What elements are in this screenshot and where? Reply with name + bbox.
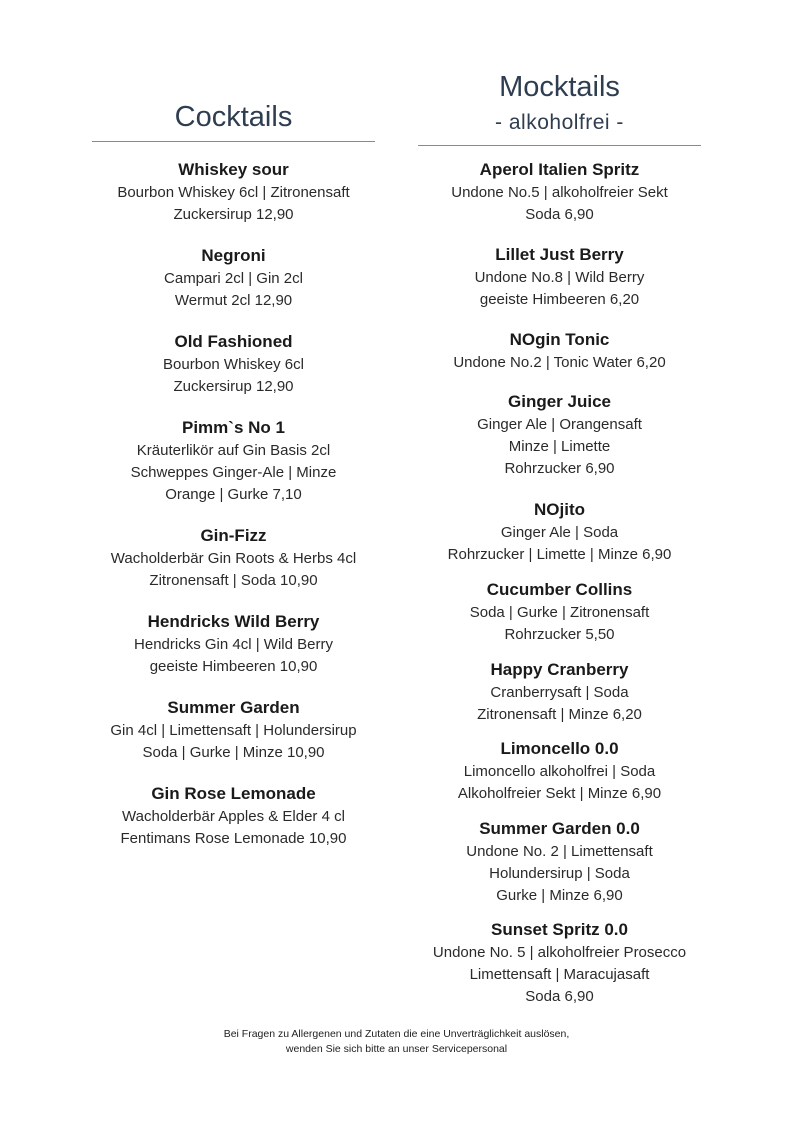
menu-item-description: Rohrzucker 5,50 [504, 626, 615, 643]
menu-item-description: Alkoholfreier Sekt | Minze 6,90 [457, 785, 662, 802]
menu-item-name: Summer Garden [167, 698, 300, 717]
menu-item [82, 524, 385, 592]
menu-item-description: Undone No.5 | alkoholfreier Sekt [451, 184, 668, 201]
menu-item-description: Wacholderbär Apples & Elder 4 cl [122, 808, 345, 825]
menu-item-description: Fentimans Rose Lemonade 10,90 [120, 830, 347, 847]
menu-item-description: Undone No. 5 | alkoholfreier Prosecco [432, 944, 687, 961]
allergen-notice-line-1: Bei Fragen zu Allergenen und Zutaten die eine Unverträglichkeit auslösen, [223, 1028, 570, 1040]
menu-item-description: Campari 2cl | Gin 2cl [164, 270, 303, 287]
menu-item-description: Rohrzucker | Limette | Minze 6,90 [447, 546, 672, 563]
menu-item [408, 328, 711, 374]
menu-item [82, 782, 385, 850]
menu-item [82, 610, 385, 678]
cocktails-heading: Cocktails [174, 101, 293, 133]
menu-item-name: Happy Cranberry [490, 660, 629, 679]
menu-item-description: Kräuterlikör auf Gin Basis 2cl [136, 442, 331, 459]
menu-item-description: Schweppes Ginger-Ale | Minze [130, 464, 337, 481]
menu-item [408, 918, 711, 1008]
menu-item-name: NOjito [534, 500, 585, 519]
menu-item-description: Zitronensaft | Soda 10,90 [149, 572, 318, 589]
menu-item [82, 158, 385, 226]
menu-item-description: Minze | Limette [508, 438, 611, 455]
menu-item-description: Limoncello alkoholfrei | Soda [463, 763, 656, 780]
menu-item-name: Pimm`s No 1 [182, 418, 285, 437]
menu-item-name: Lillet Just Berry [495, 245, 624, 264]
menu-item-description: Bourbon Whiskey 6cl [163, 356, 304, 373]
menu-item [408, 737, 711, 805]
menu-item-description: Rohrzucker 6,90 [504, 460, 615, 477]
menu-item [408, 243, 711, 311]
menu-item-description: Zuckersirup 12,90 [173, 378, 294, 395]
mocktails-divider [418, 145, 701, 146]
menu-item-name: Summer Garden 0.0 [479, 819, 640, 838]
menu-item-description: Undone No. 2 | Limettensaft [466, 843, 653, 860]
allergen-notice-line-2: wenden Sie sich bitte an unser Servicepersonal [285, 1043, 508, 1055]
menu-item-description: geeiste Himbeeren 10,90 [149, 658, 318, 675]
menu-item [408, 390, 711, 480]
menu-item-description: Ginger Ale | Soda [500, 524, 619, 541]
mocktails-heading: Mocktails [499, 71, 620, 103]
menu-item [408, 817, 711, 907]
menu-item-description: Holundersirup | Soda [489, 865, 630, 882]
menu-item-description: Soda | Gurke | Zitronensaft [469, 604, 650, 621]
menu-item-description: Zuckersirup 12,90 [173, 206, 294, 223]
menu-item [408, 498, 711, 566]
menu-item-name: Sunset Spritz 0.0 [491, 920, 628, 939]
menu-item-name: Gin Rose Lemonade [151, 784, 316, 803]
menu-item-description: Limettensaft | Maracujasaft [469, 966, 650, 983]
menu-item-description: Soda | Gurke | Minze 10,90 [142, 744, 325, 761]
mocktails-subheading: - alkoholfrei - [495, 111, 624, 134]
cocktails-divider [92, 141, 375, 142]
menu-item-name: Hendricks Wild Berry [147, 612, 320, 631]
menu-item-name: Ginger Juice [508, 392, 611, 411]
menu-item-description: Bourbon Whiskey 6cl | Zitronensaft [117, 184, 350, 201]
menu-item-name: Gin-Fizz [200, 526, 267, 545]
menu-item [408, 158, 711, 226]
menu-item-name: Negroni [201, 246, 266, 265]
menu-item-name: Cucumber Collins [486, 580, 633, 599]
menu-item-description: Soda 6,90 [525, 988, 594, 1005]
menu-item-name: Aperol Italien Spritz [479, 160, 640, 179]
allergen-notice [150, 1027, 643, 1057]
menu-item-description: Soda 6,90 [525, 206, 594, 223]
menu-item-description: Cranberrysaft | Soda [490, 684, 629, 701]
menu-item-description: Gin 4cl | Limettensaft | Holundersirup [110, 722, 357, 739]
menu-item-description: Orange | Gurke 7,10 [165, 486, 302, 503]
mocktails-section [418, 68, 701, 1005]
menu-item-description: Undone No.2 | Tonic Water 6,20 [453, 354, 666, 371]
menu-item-description: Wermut 2cl 12,90 [174, 292, 293, 309]
menu-item-description: Wacholderbär Gin Roots & Herbs 4cl [110, 550, 357, 567]
menu-item [82, 416, 385, 506]
menu-item-name: NOgin Tonic [509, 330, 610, 349]
menu-item-description: Ginger Ale | Orangensaft [477, 416, 642, 433]
menu-item [408, 658, 711, 726]
menu-item-description: Gurke | Minze 6,90 [496, 887, 623, 904]
menu-item-name: Whiskey sour [178, 160, 289, 179]
menu-item [82, 330, 385, 398]
menu-item [82, 696, 385, 764]
menu-item-name: Old Fashioned [174, 332, 293, 351]
menu-item-description: geeiste Himbeeren 6,20 [479, 291, 640, 308]
menu-item [408, 578, 711, 646]
cocktails-section [92, 98, 375, 847]
menu-item [82, 244, 385, 312]
menu-item-description: Hendricks Gin 4cl | Wild Berry [134, 636, 333, 653]
menu-item-description: Undone No.8 | Wild Berry [474, 269, 645, 286]
menu-item-description: Zitronensaft | Minze 6,20 [477, 706, 642, 723]
menu-item-name: Limoncello 0.0 [500, 739, 619, 758]
